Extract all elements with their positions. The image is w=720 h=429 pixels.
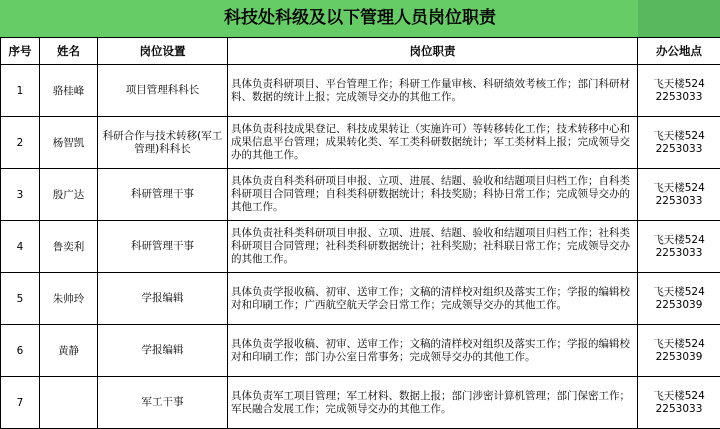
cell-office[interactable] xyxy=(638,325,720,377)
office-building: 飞天楼524 xyxy=(638,234,720,247)
header-position[interactable]: 岗位设置 xyxy=(98,38,228,65)
cell-position[interactable]: 科研管理干事 xyxy=(98,169,228,221)
table-row xyxy=(1,325,720,377)
cell-office[interactable] xyxy=(638,169,720,221)
table-row xyxy=(1,169,720,221)
table-row xyxy=(1,117,720,169)
header-no[interactable]: 序号 xyxy=(1,38,40,65)
cell-no[interactable]: 2 xyxy=(1,117,40,169)
cell-name[interactable]: 骆桂峰 xyxy=(40,65,98,117)
cell-duty[interactable]: 具体负责科技成果登记、科技成果转让（实施许可）等转移转化工作；技术转移中心和成果信息平台管理；成果转化类、军工类科研数据统计；军工类材料上报；完成领导交办的其他工作。 xyxy=(228,117,638,169)
office-phone: 2253033 xyxy=(638,143,720,156)
cell-name[interactable]: 鲁奕利 xyxy=(40,221,98,273)
header-name[interactable]: 姓名 xyxy=(40,38,98,65)
cell-office[interactable] xyxy=(638,117,720,169)
cell-position[interactable]: 科研管理干事 xyxy=(98,221,228,273)
cell-duty[interactable]: 具体负责学报收稿、初审、送审工作；文稿的清样校对组织及落实工作；学报的编辑校对和印刷工作；广西航空航天学会日常工作；完成领导交办的其他工作。 xyxy=(228,273,638,325)
cell-no[interactable]: 5 xyxy=(1,273,40,325)
table-body xyxy=(1,65,720,429)
cell-duty[interactable]: 具体负责社科类科研项目申报、立项、进展、结题、验收和结题项目归档工作；社科类科研项目合同管理；社科类科研数据统计；社科奖励；社科联日常工作；完成领导交办的其他工作。 xyxy=(228,221,638,273)
office-phone: 2253033 xyxy=(638,91,720,104)
duty-table xyxy=(0,37,720,429)
sheet-title: 科技处科级及以下管理人员岗位职责 xyxy=(0,0,720,37)
cell-office[interactable] xyxy=(638,273,720,325)
header-row xyxy=(1,38,720,65)
cell-name[interactable]: 朱帅玲 xyxy=(40,273,98,325)
office-building: 飞天楼524 xyxy=(638,130,720,143)
office-building: 飞天楼524 xyxy=(638,286,720,299)
table-row xyxy=(1,65,720,117)
cell-name[interactable]: 殷广达 xyxy=(40,169,98,221)
cell-office[interactable] xyxy=(638,65,720,117)
office-phone: 2253033 xyxy=(638,403,720,416)
cell-name[interactable] xyxy=(40,377,98,429)
cell-duty[interactable]: 具体负责军工项目管理；军工材料、数据上报；部门涉密计算机管理；部门保密工作；军民融合发展工作；完成领导交办的其他工作。 xyxy=(228,377,638,429)
cell-position[interactable]: 科研合作与技术转移(军工管理)科科长 xyxy=(98,117,228,169)
table-row xyxy=(1,377,720,429)
cell-no[interactable]: 4 xyxy=(1,221,40,273)
cell-duty[interactable]: 具体负责学报收稿、初审、送审工作；文稿的清样校对组织及落实工作；学报的编辑校对和印刷工作；部门办公室日常事务；完成领导交办的其他工作。 xyxy=(228,325,638,377)
office-phone: 2253033 xyxy=(638,195,720,208)
cell-position[interactable]: 学报编辑 xyxy=(98,273,228,325)
office-phone: 2253039 xyxy=(638,299,720,312)
cell-position[interactable]: 学报编辑 xyxy=(98,325,228,377)
cell-duty[interactable]: 具体负责科研项目、平台管理工作；科研工作量审核、科研绩效考核工作；部门科研材料、数据的统计上报；完成领导交办的其他工作。 xyxy=(228,65,638,117)
cell-no[interactable]: 6 xyxy=(1,325,40,377)
table-row xyxy=(1,273,720,325)
cell-no[interactable]: 1 xyxy=(1,65,40,117)
table-row xyxy=(1,221,720,273)
cell-name[interactable]: 黄静 xyxy=(40,325,98,377)
office-building: 飞天楼524 xyxy=(638,182,720,195)
cell-no[interactable]: 3 xyxy=(1,169,40,221)
office-building: 飞天楼524 xyxy=(638,78,720,91)
cell-office[interactable] xyxy=(638,221,720,273)
header-duty[interactable]: 岗位职责 xyxy=(228,38,638,65)
office-building: 飞天楼524 xyxy=(638,390,720,403)
office-building: 飞天楼524 xyxy=(638,338,720,351)
cell-duty[interactable]: 具体负责自科类科研项目申报、立项、进展、结题、验收和结题项目归档工作；自科类科研项目合同管理；自科类科研数据统计；科技奖励；科协日常工作；完成领导交办的其他工作。 xyxy=(228,169,638,221)
header-office[interactable]: 办公地点 xyxy=(638,38,720,65)
cell-no[interactable]: 7 xyxy=(1,377,40,429)
cell-office[interactable] xyxy=(638,377,720,429)
cell-name[interactable]: 杨智凯 xyxy=(40,117,98,169)
cell-position[interactable]: 军工干事 xyxy=(98,377,228,429)
cell-position[interactable]: 项目管理科科长 xyxy=(98,65,228,117)
office-phone: 2253039 xyxy=(638,351,720,364)
office-phone: 2253033 xyxy=(638,247,720,260)
